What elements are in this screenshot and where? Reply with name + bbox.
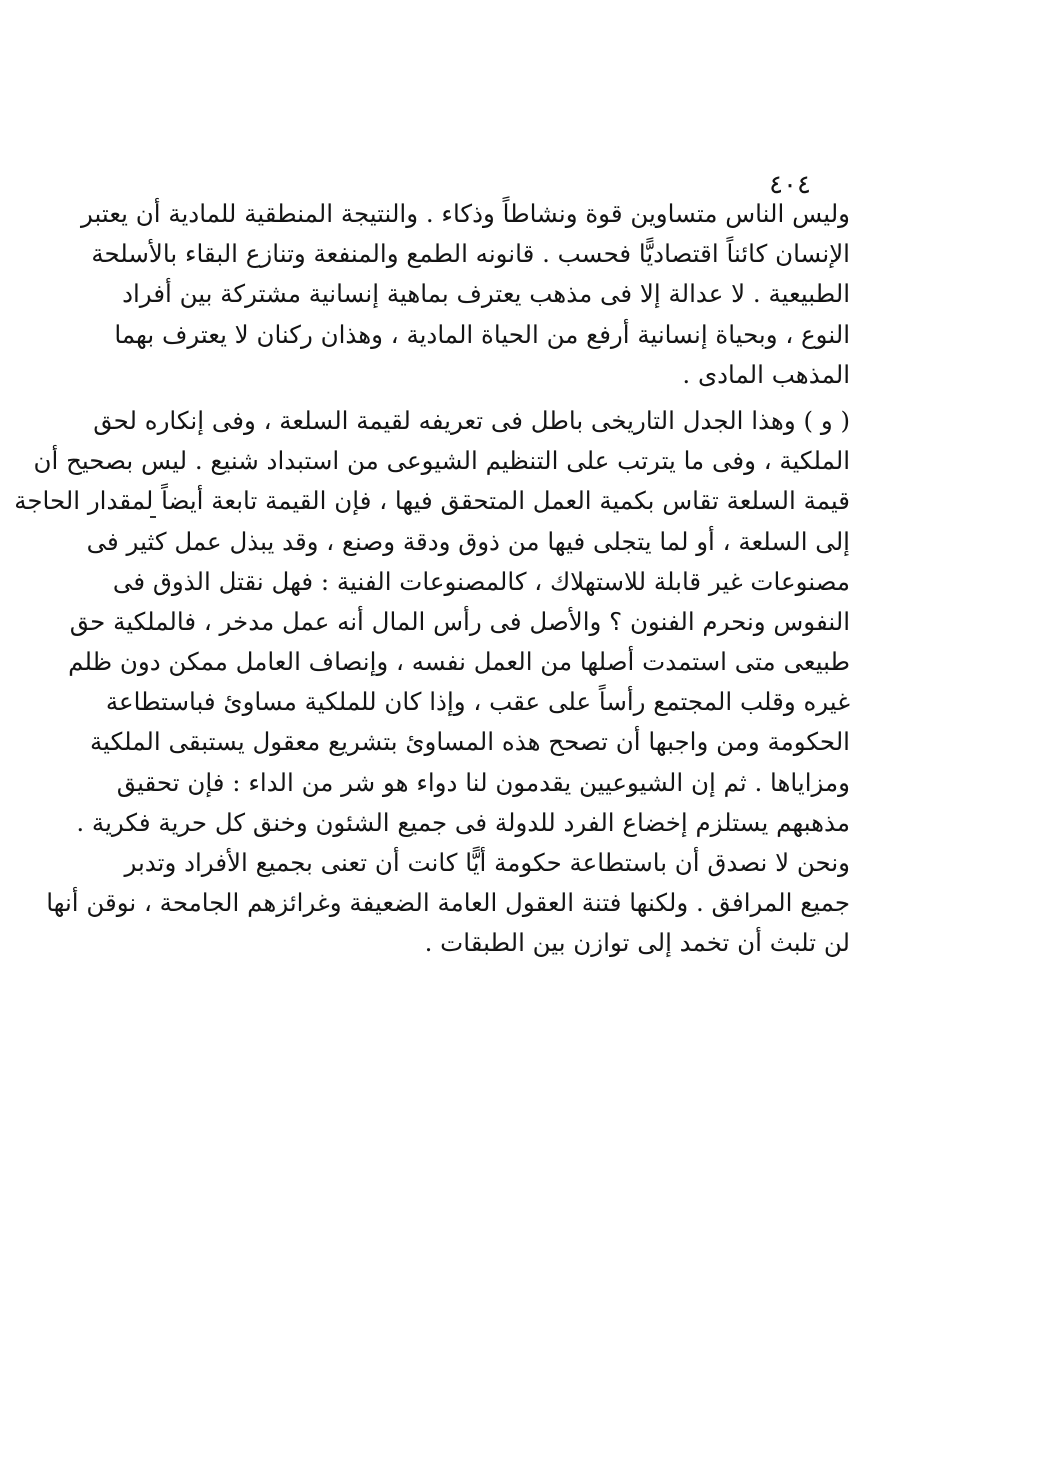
text-line: ومزاياها . ثم إن الشيوعيين يقدمون لنا دواء هو شر من الداء : فإن تحقيق bbox=[116, 767, 850, 797]
text-line: قيمة السلعة تقاس بكمية العمل المتحقق فيها ، فإن القيمة تابعة أيضاً لمقدار الحاجة bbox=[14, 486, 850, 516]
text-line: جميع المرافق . ولكنها فتنة العقول العامة الضعيفة وغرائزهم الجامحة ، نوقن أنها bbox=[46, 888, 850, 918]
text-line: ونحن لا نصدق أن باستطاعة حكومة أيًّا كانت أن تعنى بجميع الأفراد وتدبر bbox=[124, 848, 850, 877]
text-line: طبيعى متى استمدت أصلها من العمل نفسه ، وإنصاف العامل ممكن دون ظلم bbox=[68, 647, 850, 677]
text-line: الحكومة ومن واجبها أن تصحح هذه المساوئ بتشريع معقول يستبقى الملكية bbox=[90, 727, 850, 757]
text-line: الطبيعية . لا عدالة إلا فى مذهب يعترف بماهية إنسانية مشتركة بين أفراد bbox=[122, 279, 850, 309]
text-line: الإنسان كائناً اقتصاديًّا فحسب . قانونه الطمع والمنفعة وتنازع البقاء بالأسلحة bbox=[91, 239, 850, 269]
text-line: مصنوعات غير قابلة للاستهلاك ، كالمصنوعات الفنية : فهل نقتل الذوق فى bbox=[112, 566, 850, 596]
page-number: ٤٠٤ bbox=[769, 170, 811, 200]
text-line: النوع ، وبحياة إنسانية أرفع من الحياة المادية ، وهذان ركنان لا يعترف بهما bbox=[114, 319, 850, 349]
text-line: الملكية ، وفى ما يترتب على التنظيم الشيوعى من استبداد شنيع . ليس بصحيح أن bbox=[33, 446, 850, 476]
body-text bbox=[14, 194, 850, 964]
text-line: غيره وقلب المجتمع رأساً على عقب ، وإذا كان للملكية مساوئ فباستطاعة bbox=[105, 687, 850, 717]
text-line: مذهبهم يستلزم إخضاع الفرد للدولة فى جميع الشئون وخنق كل حرية فكرية . bbox=[76, 807, 850, 837]
text-line: النفوس ونحرم الفنون ؟ والأصل فى رأس المال أنه عمل مدخر ، فالملكية حق bbox=[69, 606, 850, 636]
text-line: لن تلبث أن تخمد إلى توازن بين الطبقات . bbox=[424, 928, 850, 958]
text-line: وليس الناس متساوين قوة ونشاطاً وذكاء . والنتيجة المنطقية للمادية أن يعتبر bbox=[81, 199, 850, 228]
text-line: المذهب المادى . bbox=[682, 359, 850, 389]
text-line: ( و ) وهذا الجدل التاريخى باطل فى تعريفه لقيمة السلعة ، وفى إنكاره لحق bbox=[93, 405, 850, 435]
paragraph-1 bbox=[81, 194, 850, 395]
paragraph-2 bbox=[14, 401, 850, 964]
text-line: إلى السلعة ، أو لما يتجلى فيها من ذوق ودقة وصنع ، وقد يبذل عمل كثير فى bbox=[86, 526, 850, 556]
